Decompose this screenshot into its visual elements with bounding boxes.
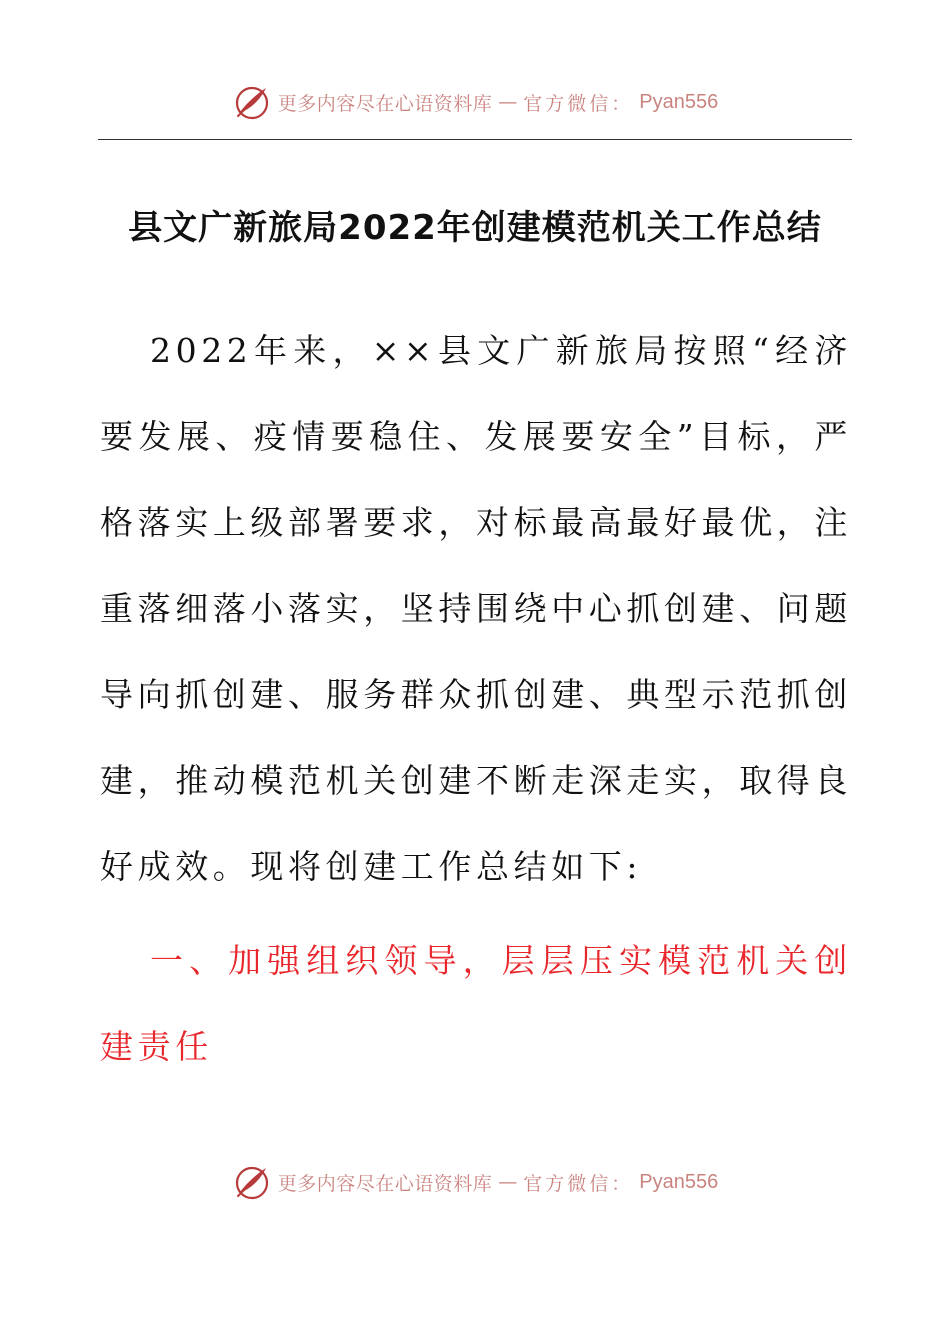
header-banner [0,80,950,124]
quill-pen-logo-icon [232,82,272,122]
banner-contact-label: 官方微信： [523,92,634,115]
banner-contact-id: Pyan556 [639,90,719,113]
section-heading-1: 一、加强组织领导，层层压实模范机关创建责任 [100,941,852,1066]
header-divider [98,139,852,140]
intro-paragraph: 2022年来，××县文广新旅局按照“经济要发展、疫情要稳住、发展要安全”目标，严格落实上级部署要求，对标最高最好最优，注重落细落小落实，坚持围绕中心抓创建、问题导向抓创建、服务群众抓创建、典型示范抓创建，推动模范机关创建不断走深走实，取得良好成效。现将创建工作总结如下: [100,331,852,886]
footer-banner-contact-label: 官方微信： [523,1172,634,1195]
document-title: 县文广新旅局2022年创建模范机关工作总结 [128,208,822,248]
quill-pen-logo-icon [232,1162,272,1202]
banner-slogan: 更多内容尽在心语资料库 [277,92,493,115]
footer-banner-separator: — [498,1171,518,1193]
footer-banner-slogan: 更多内容尽在心语资料库 [277,1172,493,1195]
footer-banner [0,1160,950,1204]
footer-banner-contact-id: Pyan556 [639,1170,719,1193]
banner-separator: — [498,91,518,113]
